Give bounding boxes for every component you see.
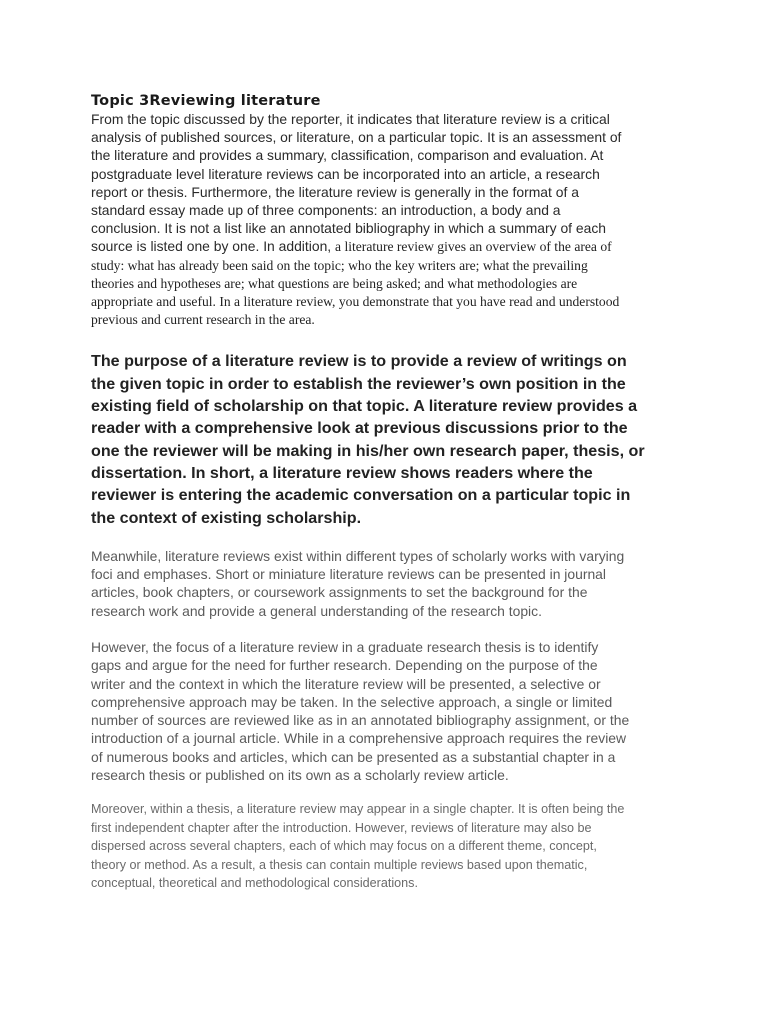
text-line: dissertation. In short, a literature review shows readers where the xyxy=(91,463,593,482)
text-line: theory or method. As a result, a thesis can contain multiple reviews based upon thematic, xyxy=(91,857,588,872)
text-line: Meanwhile, literature reviews exist within different types of scholarly works with varying xyxy=(91,547,625,564)
text-line: conclusion. It is not a list like an annotated bibliography in which a summary of each xyxy=(91,220,607,237)
text-line: one the reviewer will be making in his/her own research paper, thesis, or xyxy=(91,441,645,460)
paragraph-meanwhile xyxy=(91,547,691,620)
text-line: writer and the context in which the literature review will be presented, a selective or xyxy=(91,675,601,692)
text-line: articles, book chapters, or coursework assignments to set the background for the xyxy=(91,584,588,601)
text-line: conceptual, theoretical and methodological considerations. xyxy=(91,876,418,891)
text-line: standard essay made up of three components: an introduction, a body and a xyxy=(91,202,561,219)
text-line: analysis of published sources, or literature, on a particular topic. It is an assessment of xyxy=(91,129,622,146)
text-line: report or thesis. Furthermore, the literature review is generally in the format of a xyxy=(91,183,579,200)
text-line: existing field of scholarship on that topic. A literature review provides a xyxy=(91,397,638,416)
text-line: foci and emphases. Short or miniature literature reviews can be presented in journal xyxy=(91,566,606,583)
text-serif-part: a literature review gives an overview of the area of xyxy=(335,239,612,255)
text-line: introduction of a journal article. While in a comprehensive approach requires the review xyxy=(91,730,627,747)
text-line: dispersed across several chapters, each of which may focus on a different theme, concept, xyxy=(91,839,597,854)
text-line: reader with a comprehensive look at previous discussions prior to the xyxy=(91,419,628,438)
text-line: study: what has already been said on the topic; who the key writers are; what the prevailing xyxy=(91,257,588,273)
text-line: research work and provide a general understanding of the research topic. xyxy=(91,602,542,619)
paragraph-intro xyxy=(91,110,691,329)
text-line: previous and current research in the area. xyxy=(91,312,315,328)
text-line: of numerous books and articles, which can be presented as a substantial chapter in a xyxy=(91,748,616,765)
document-page xyxy=(91,92,691,893)
text-line: The purpose of a literature review is to provide a review of writings on xyxy=(91,352,627,371)
paragraph-purpose xyxy=(91,350,691,528)
text-line: first independent chapter after the introduction. However, reviews of literature may also be xyxy=(91,820,592,835)
text-line: postgraduate level literature reviews can be incorporated into an article, a research xyxy=(91,165,600,182)
text-line: Moreover, within a thesis, a literature review may appear in a single chapter. It is often being the xyxy=(91,802,625,817)
paragraph-moreover xyxy=(91,800,691,893)
text-line: gaps and argue for the need for further research. Depending on the purpose of the xyxy=(91,657,598,674)
text-line: number of sources are reviewed like as in an annotated bibliography assignment, or the xyxy=(91,712,630,729)
text-line: the context of existing scholarship. xyxy=(91,508,362,527)
text-line: the given topic in order to establish the reviewer’s own position in the xyxy=(91,374,626,393)
text-line: reviewer is entering the academic conversation on a particular topic in xyxy=(91,486,631,505)
text-line: the literature and provides a summary, classification, comparison and evaluation. At xyxy=(91,147,604,164)
text-line-mixed xyxy=(91,237,691,256)
text-line: However, the focus of a literature review in a graduate research thesis is to identify xyxy=(91,639,599,655)
paragraph-however xyxy=(91,638,691,784)
text-line: theories and hypotheses are; what questions are being asked; and what methodologies are xyxy=(91,275,578,291)
text-line: From the topic discussed by the reporter, it indicates that literature review is a critical xyxy=(91,111,610,127)
text-line: comprehensive approach may be taken. In the selective approach, a single or limited xyxy=(91,693,613,710)
text-sans-part: source is listed one by one. In addition, xyxy=(91,238,336,255)
text-line: research thesis or published on its own as a scholarly review article. xyxy=(91,767,509,784)
text-line: appropriate and useful. In a literature review, you demonstrate that you have read and understood xyxy=(91,294,620,310)
document-title: Topic 3Reviewing literature xyxy=(91,93,321,109)
